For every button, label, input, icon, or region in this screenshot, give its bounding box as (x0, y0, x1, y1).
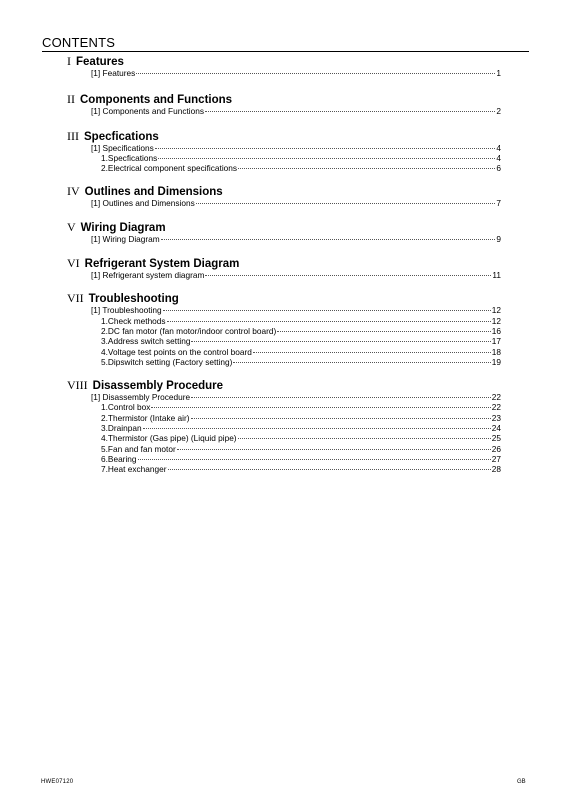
entry-label: 5.Dipswitch setting (Factory setting) (101, 356, 233, 367)
section-number: III (67, 128, 79, 143)
toc-entry[interactable] (91, 413, 501, 423)
table-of-contents (67, 54, 501, 475)
dot-leader (161, 239, 496, 240)
section-title: Features (76, 56, 124, 68)
entry-label: [1] Refrigerant system diagram (91, 270, 205, 281)
section-heading[interactable] (67, 220, 501, 234)
toc-entry[interactable] (91, 444, 501, 454)
dot-leader (196, 203, 496, 204)
entry-label: [1] Wiring Diagram (91, 233, 160, 244)
entry-label: 2.Electrical component specifications (101, 163, 238, 174)
title-divider (42, 51, 529, 52)
section-title: Troubleshooting (88, 293, 179, 306)
section-number: VII (67, 291, 84, 306)
toc-section (67, 184, 501, 208)
toc-entry[interactable] (91, 234, 501, 244)
toc-section (67, 220, 501, 244)
toc-entry[interactable] (91, 316, 501, 326)
section-heading[interactable] (67, 256, 501, 270)
entry-page-number: 4 (496, 142, 501, 153)
entry-page-number: 7 (496, 198, 501, 209)
dot-leader (238, 438, 491, 439)
dot-leader (253, 352, 491, 353)
entry-label: 5.Fan and fan motor (101, 443, 176, 454)
toc-section (67, 54, 501, 78)
dot-leader (168, 469, 491, 470)
section-heading[interactable] (67, 184, 501, 198)
section-title: Components and Functions (80, 94, 233, 107)
toc-entry[interactable] (91, 163, 501, 173)
entry-label: 6.Bearing (101, 453, 137, 464)
toc-section (67, 291, 501, 367)
entry-label: [1] Features (91, 68, 136, 78)
entry-page-number: 1 (496, 68, 501, 78)
section-entries (67, 270, 501, 280)
toc-section (67, 129, 501, 174)
toc-entry[interactable] (91, 392, 501, 402)
entry-label: [1] Outlines and Dimensions (91, 198, 195, 209)
dot-leader (155, 148, 496, 149)
toc-entry[interactable] (91, 433, 501, 443)
toc-entry[interactable] (91, 454, 501, 464)
toc-entry[interactable] (91, 270, 501, 280)
section-title: Wiring Diagram (80, 221, 166, 234)
section-heading[interactable] (67, 92, 501, 106)
entry-page-number: 17 (491, 336, 501, 347)
toc-section (67, 256, 501, 280)
section-entries (67, 234, 501, 244)
toc-entry[interactable] (91, 198, 501, 208)
section-title: Specfications (84, 130, 159, 143)
section-title: Disassembly Procedure (92, 380, 224, 393)
entry-label: 7.Heat exchanger (101, 464, 167, 475)
entry-page-number: 26 (491, 443, 501, 454)
dot-leader (177, 449, 491, 450)
dot-leader (151, 407, 490, 408)
toc-entry[interactable] (91, 402, 501, 412)
toc-entry[interactable] (91, 305, 501, 315)
dot-leader (277, 331, 491, 332)
entry-label: 1.Control box (101, 402, 151, 413)
entry-page-number: 16 (491, 325, 501, 336)
section-number: V (67, 219, 76, 234)
entry-page-number: 11 (492, 270, 501, 281)
section-entries (67, 106, 501, 116)
dot-leader (136, 73, 495, 74)
entry-page-number: 24 (491, 423, 501, 434)
dot-leader (143, 428, 491, 429)
region-code: GB (517, 779, 526, 785)
entry-page-number: 18 (491, 346, 501, 357)
entry-page-number: 12 (491, 305, 501, 316)
entry-label: 4.Thermistor (Gas pipe) (Liquid pipe) (101, 433, 237, 444)
entry-label: 4.Voltage test points on the control board (101, 346, 252, 357)
toc-section (67, 92, 501, 116)
toc-entry[interactable] (91, 153, 501, 163)
toc-entry[interactable] (91, 347, 501, 357)
section-number: VIII (67, 378, 88, 393)
section-entries (67, 68, 501, 78)
entry-label: 1.Check methods (101, 315, 166, 326)
section-title: Outlines and Dimensions (84, 186, 223, 199)
toc-entry[interactable] (91, 357, 501, 367)
toc-entry[interactable] (91, 326, 501, 336)
section-number: II (67, 92, 75, 107)
section-number: VI (67, 256, 80, 271)
entry-label: [1] Disassembly Procedure (91, 392, 191, 403)
section-heading[interactable] (67, 54, 501, 68)
dot-leader (158, 158, 495, 159)
dot-leader (191, 418, 491, 419)
section-entries (67, 305, 501, 367)
toc-entry[interactable] (91, 143, 501, 153)
dot-leader (167, 321, 491, 322)
entry-page-number: 25 (491, 433, 501, 444)
entry-label: [1] Troubleshooting (91, 305, 162, 316)
dot-leader (205, 275, 491, 276)
section-heading[interactable] (67, 378, 501, 392)
entry-page-number: 4 (496, 152, 501, 163)
section-entries (67, 198, 501, 208)
document-code: HWE07120 (41, 779, 74, 785)
entry-page-number: 27 (491, 453, 501, 464)
entry-page-number: 6 (496, 163, 501, 174)
section-number: I (67, 54, 71, 68)
dot-leader (233, 362, 490, 363)
section-entries (67, 392, 501, 474)
entry-page-number: 23 (491, 412, 501, 423)
toc-entry[interactable] (91, 68, 501, 78)
entry-page-number: 2 (496, 106, 501, 117)
section-title: Refrigerant System Diagram (84, 258, 240, 271)
entry-page-number: 22 (491, 402, 501, 413)
entry-page-number: 28 (491, 464, 501, 475)
section-heading[interactable] (67, 129, 501, 143)
entry-label: [1] Specifications (91, 142, 154, 153)
entry-label: 2.DC fan motor (fan motor/indoor control board) (101, 325, 277, 336)
dot-leader (191, 341, 490, 342)
dot-leader (191, 397, 491, 398)
dot-leader (138, 459, 491, 460)
dot-leader (205, 111, 495, 112)
entry-label: 3.Drainpan (101, 423, 142, 434)
entry-page-number: 9 (496, 233, 501, 244)
dot-leader (238, 168, 495, 169)
dot-leader (163, 310, 491, 311)
toc-entry[interactable] (91, 423, 501, 433)
toc-entry[interactable] (91, 336, 501, 346)
section-number: IV (67, 184, 80, 199)
entry-page-number: 12 (491, 315, 501, 326)
entry-label: 2.Thermistor (Intake air) (101, 412, 190, 423)
entry-page-number: 22 (491, 392, 501, 403)
page-title: CONTENTS (42, 35, 116, 50)
toc-section (67, 378, 501, 474)
section-heading[interactable] (67, 291, 501, 305)
section-entries (67, 143, 501, 174)
entry-label: 3.Address switch setting (101, 336, 191, 347)
entry-label: 1.Specfications (101, 152, 158, 163)
entry-page-number: 19 (491, 356, 501, 367)
toc-entry[interactable] (91, 464, 501, 474)
toc-entry[interactable] (91, 106, 501, 116)
entry-label: [1] Components and Functions (91, 106, 204, 117)
